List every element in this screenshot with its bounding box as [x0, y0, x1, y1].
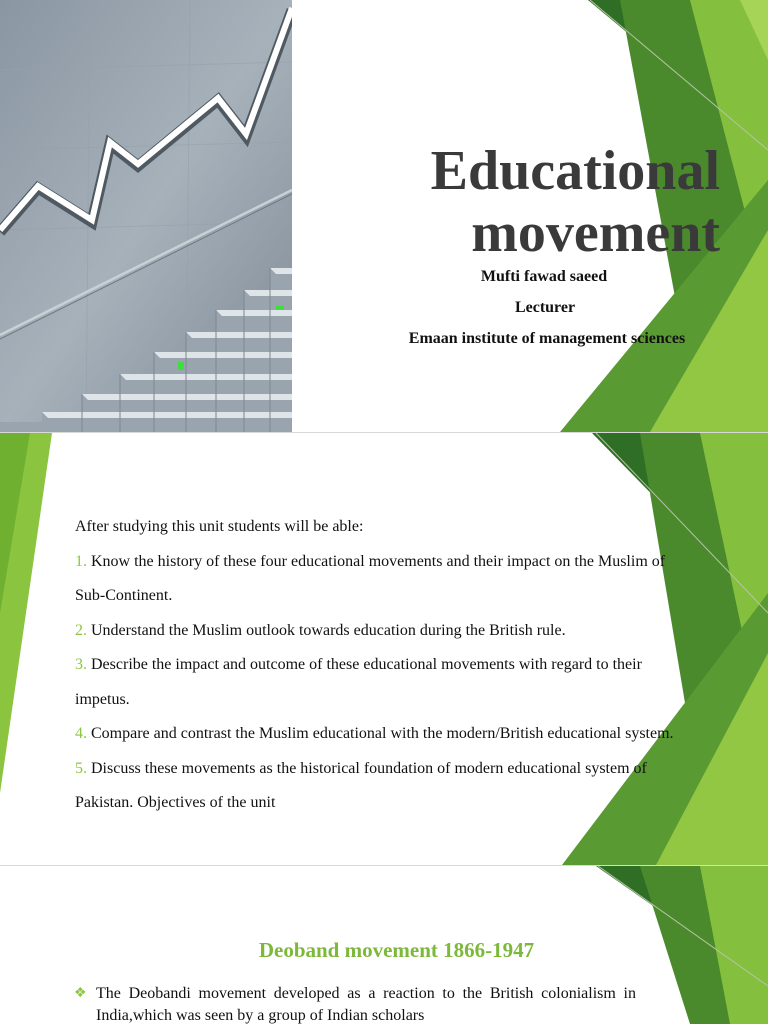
presentation-title — [330, 140, 720, 264]
bullet-paragraph — [74, 983, 636, 1024]
institute-name: Emaan institute of management sciences — [408, 330, 686, 347]
objective-text: Compare and contrast the Muslim educational with the modern/British educational system. — [87, 725, 674, 742]
objective-number: 3. — [75, 656, 87, 673]
author-role: Lecturer — [514, 299, 576, 316]
title-slide — [0, 0, 768, 432]
diamond-bullet-icon: ❖ — [74, 986, 87, 1001]
objective-text: Understand the Muslim outlook towards education during the British rule. — [87, 621, 566, 639]
objective-text: Describe the impact and outcome of these educational movements with regard to their impetus. — [75, 656, 642, 708]
title-line-1: Educational — [430, 140, 720, 202]
author-name: Mufti fawad saeed — [480, 268, 608, 285]
objective-item — [75, 648, 695, 717]
objectives-text — [75, 510, 695, 821]
objective-text: Know the history of these four educational movements and their impact on the Muslim of Sub-Continent. — [75, 552, 666, 604]
objective-text: Discuss these movements as the historical foundation of modern educational system of Pakistan. Objectives of the unit — [75, 759, 647, 811]
objective-item — [75, 614, 695, 649]
bullet-text: The Deobandi movement developed as a reaction to the British colonialism in India,which was seen by a group of Indian scholars — [96, 985, 636, 1024]
slide-title: Deoband movement 1866-1947 — [258, 938, 535, 962]
objective-number: 4. — [75, 725, 87, 742]
title-line-2: movement — [471, 202, 720, 264]
objective-item — [75, 752, 695, 821]
objective-item — [75, 717, 695, 752]
objective-number: 1. — [75, 552, 87, 570]
objective-number: 2. — [75, 621, 87, 639]
objective-number: 5. — [75, 759, 87, 777]
objective-item — [75, 545, 695, 614]
deoband-slide — [0, 866, 768, 1024]
objectives-slide — [0, 433, 768, 865]
objectives-intro: After studying this unit students will be able: — [75, 518, 364, 535]
